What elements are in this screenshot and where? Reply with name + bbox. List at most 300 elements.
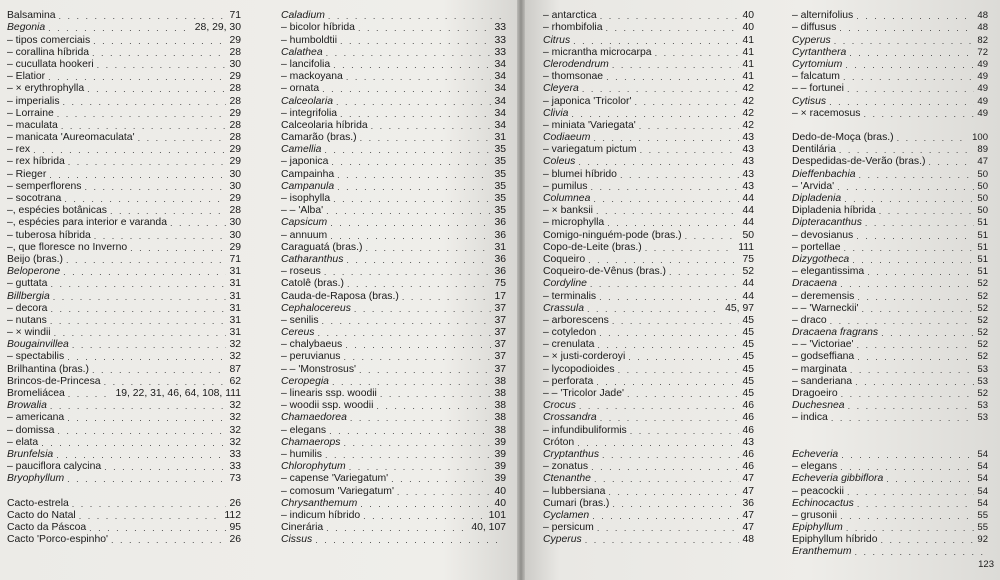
- entry-page-ref: 32: [229, 424, 241, 436]
- entry-term: – elata: [7, 436, 39, 448]
- entry-page-ref: 35: [494, 144, 506, 156]
- dot-leader: [346, 72, 492, 83]
- entry-page-ref: 40, 107: [471, 522, 506, 534]
- entry-page-ref: 29: [229, 241, 241, 253]
- index-entry: [7, 437, 241, 449]
- entry-term: Cyperus: [543, 534, 582, 546]
- dot-leader: [608, 487, 739, 498]
- entry-term: –, que floresce no Inverno: [7, 241, 128, 253]
- index-entry: [281, 461, 506, 473]
- index-entry: [281, 71, 506, 83]
- entry-page-ref: 47: [742, 485, 754, 497]
- dot-leader: [50, 304, 226, 315]
- dot-leader: [847, 84, 974, 95]
- entry-term: – alternifolius: [792, 10, 854, 22]
- entry-page-ref: 47: [977, 156, 988, 168]
- index-entry: [7, 473, 241, 485]
- index-entry: [281, 388, 506, 400]
- index-entry: [792, 522, 988, 534]
- dot-leader: [64, 194, 226, 205]
- index-entry: [792, 534, 988, 546]
- entry-term: Dentilária: [792, 144, 836, 156]
- dot-leader: [597, 523, 740, 534]
- entry-term: Crossandra: [543, 412, 597, 424]
- dot-leader: [360, 499, 491, 510]
- entry-page-ref: 82: [977, 34, 988, 46]
- entry-page-ref: 111: [738, 241, 754, 253]
- index-entry: [792, 71, 988, 83]
- entry-page-ref: 73: [229, 473, 241, 485]
- dot-leader: [640, 145, 740, 156]
- entry-term: Cróton: [543, 436, 575, 448]
- dot-leader: [897, 133, 970, 144]
- dot-leader: [855, 377, 974, 388]
- index-entry: [543, 534, 754, 546]
- entry-term: Cyperus: [792, 34, 831, 46]
- entry-term: – blumei híbrido: [543, 168, 617, 180]
- entry-page-ref: 49: [977, 58, 988, 70]
- dot-leader: [591, 462, 739, 473]
- entry-page-ref: 42: [742, 107, 754, 119]
- entry-page-ref: 40: [742, 10, 754, 22]
- dot-leader: [376, 401, 491, 412]
- dot-leader: [867, 267, 974, 278]
- index-entry: [792, 266, 988, 278]
- index-entry: [543, 437, 754, 449]
- dot-leader: [857, 292, 974, 303]
- entry-page-ref: 45: [742, 339, 754, 351]
- index-entry: [7, 449, 241, 461]
- entry-term: – godseffiana: [792, 351, 855, 363]
- entry-term: – elegans: [792, 461, 838, 473]
- index-entry: [543, 424, 754, 436]
- index-entry: [543, 339, 754, 351]
- index-entry: [7, 534, 241, 546]
- index-entry: [281, 254, 506, 266]
- dot-leader: [857, 340, 975, 351]
- index-entry: [792, 437, 988, 449]
- right-page: [521, 0, 1000, 580]
- dot-leader: [582, 84, 740, 95]
- entry-term: – roseus: [281, 266, 321, 278]
- entry-term: – tipos comerciais: [7, 34, 91, 46]
- dot-leader: [79, 511, 222, 522]
- dot-leader: [606, 23, 740, 34]
- index-entry: [792, 412, 988, 424]
- entry-term: Balsamina: [7, 10, 56, 22]
- index-entry: [7, 461, 241, 473]
- entry-page-ref: 54: [977, 461, 988, 473]
- index-column-2: [281, 10, 506, 546]
- entry-term: Bromeliácea: [7, 388, 65, 399]
- dot-leader: [333, 60, 491, 71]
- entry-term: – zonatus: [543, 461, 589, 473]
- entry-page-ref: 48: [977, 22, 988, 34]
- index-entry: [7, 424, 241, 436]
- dot-leader: [67, 474, 226, 485]
- entry-term: – peacockii: [792, 485, 844, 497]
- index-entry: [543, 59, 754, 71]
- index-entry: [281, 120, 506, 132]
- entry-term: – Elatior: [7, 71, 46, 83]
- index-entry: [792, 315, 988, 327]
- entry-page-ref: 17: [494, 290, 506, 302]
- index-entry: [543, 278, 754, 290]
- entry-page-ref: 49: [977, 83, 988, 95]
- dot-leader: [831, 413, 975, 424]
- entry-page-ref: 29: [229, 144, 241, 156]
- dot-leader: [886, 474, 974, 485]
- dot-leader: [332, 377, 491, 388]
- dot-leader: [397, 487, 492, 498]
- dot-leader: [68, 157, 227, 168]
- entry-term: – – 'Tricolor Jade': [543, 388, 624, 399]
- dot-leader: [628, 352, 739, 363]
- index-entry: [281, 168, 506, 180]
- entry-term: – rex: [7, 144, 31, 156]
- dot-leader: [315, 535, 503, 546]
- entry-page-ref: 50: [977, 168, 988, 180]
- entry-page-ref: 29: [229, 156, 241, 168]
- entry-page-ref: 42: [742, 119, 754, 131]
- entry-term: Chamaerops: [281, 436, 341, 448]
- dot-leader: [599, 328, 739, 339]
- dot-leader: [600, 11, 740, 22]
- entry-term: – – 'Warneckii': [792, 302, 859, 314]
- entry-term: – × racemosus: [792, 107, 861, 119]
- entry-page-ref: 53: [977, 412, 988, 424]
- index-entry: [281, 363, 506, 375]
- entry-term: – guttata: [7, 278, 48, 290]
- entry-page-ref: 53: [977, 363, 988, 375]
- entry-term: – maculata: [7, 119, 58, 131]
- index-entry: [281, 449, 506, 461]
- index-column-3: [543, 10, 754, 546]
- entry-term: Dracaena: [792, 278, 838, 290]
- dot-leader: [655, 48, 740, 59]
- entry-page-ref: 28: [229, 46, 241, 58]
- entry-term: – comosum 'Variegatum': [281, 485, 394, 497]
- entry-page-ref: 72: [977, 46, 988, 58]
- dot-leader: [618, 365, 740, 376]
- page-number: 123: [978, 559, 994, 570]
- index-entry: [792, 510, 988, 522]
- entry-term: – isophylla: [281, 193, 331, 204]
- entry-page-ref: 31: [229, 314, 241, 326]
- entry-term: – americana: [7, 412, 65, 424]
- index-entry: [792, 473, 988, 485]
- index-entry: [281, 400, 506, 412]
- index-entry: [792, 498, 988, 510]
- dot-leader: [347, 279, 491, 290]
- entry-term: Clivia: [543, 107, 569, 119]
- dot-leader: [834, 36, 975, 47]
- entry-page-ref: 45: [742, 327, 754, 339]
- entry-page-ref: 45: [742, 363, 754, 375]
- dot-leader: [578, 157, 739, 168]
- entry-term: Cordyline: [543, 278, 587, 290]
- entry-page-ref: 37: [494, 302, 506, 314]
- index-entry: [543, 388, 754, 400]
- index-entry: [281, 485, 506, 497]
- dot-leader: [72, 499, 227, 510]
- entry-page-ref: 52: [977, 339, 988, 351]
- entry-page-ref: 43: [742, 132, 754, 144]
- entry-page-ref: 45: [742, 314, 754, 326]
- entry-page-ref: 33: [494, 34, 506, 46]
- dot-leader: [110, 206, 227, 217]
- entry-page-ref: 31: [229, 290, 241, 302]
- dot-leader: [594, 474, 739, 485]
- dot-leader: [371, 121, 492, 132]
- dot-leader: [854, 547, 985, 558]
- dot-leader: [639, 121, 740, 132]
- entry-term: – sanderiana: [792, 375, 853, 387]
- index-entry: [792, 400, 988, 412]
- entry-page-ref: 41: [742, 71, 754, 83]
- dot-leader: [346, 255, 491, 266]
- entry-term: Cacto da Páscoa: [7, 522, 87, 534]
- index-entry: [7, 229, 241, 241]
- dot-leader: [358, 23, 492, 34]
- dot-leader: [829, 97, 974, 108]
- entry-term: Catharanthus: [281, 253, 344, 265]
- entry-page-ref: 37: [494, 314, 506, 326]
- entry-page-ref: 36: [494, 217, 506, 229]
- entry-term: – lubbersiana: [543, 485, 606, 497]
- entry-page-ref: 45: [742, 388, 754, 399]
- entry-term: Dizygotheca: [792, 253, 850, 265]
- entry-term: – falcatum: [792, 71, 840, 83]
- entry-term: – elegans: [281, 424, 327, 436]
- entry-page-ref: 40: [742, 22, 754, 34]
- entry-page-ref: 51: [977, 217, 988, 229]
- dot-leader: [579, 401, 740, 412]
- dot-leader: [365, 243, 491, 254]
- entry-page-ref: 52: [977, 327, 988, 339]
- entry-page-ref: 43: [742, 168, 754, 180]
- entry-page-ref: 43: [742, 144, 754, 156]
- entry-term: – ornata: [281, 83, 320, 95]
- entry-page-ref: 29: [229, 107, 241, 119]
- index-entry: [792, 303, 988, 315]
- entry-page-ref: 44: [742, 278, 754, 290]
- index-entry: [7, 120, 241, 132]
- index-entry: [7, 485, 241, 497]
- entry-term: – arborescens: [543, 314, 609, 326]
- entry-term: Eranthemum: [792, 546, 852, 558]
- index-entry: [7, 522, 241, 534]
- entry-term: – marginata: [792, 363, 847, 375]
- index-entry: [281, 327, 506, 339]
- entry-page-ref: 49: [977, 71, 988, 83]
- entry-page-ref: 50: [977, 205, 988, 217]
- index-entry: [281, 47, 506, 59]
- entry-page-ref: 46: [742, 412, 754, 424]
- index-entry: [792, 34, 988, 46]
- entry-term: Billbergia: [7, 290, 50, 302]
- index-entry: [792, 290, 988, 302]
- entry-term: – capense 'Variegatum': [281, 473, 389, 485]
- dot-leader: [849, 48, 974, 59]
- index-entry: [281, 34, 506, 46]
- entry-term: Beijo (bras.): [7, 253, 64, 265]
- entry-page-ref: 47: [742, 522, 754, 534]
- dot-leader: [49, 170, 226, 181]
- dot-leader: [841, 389, 975, 400]
- entry-term: – perforata: [543, 375, 594, 387]
- entry-term: – micrantha microcarpa: [543, 46, 652, 58]
- dot-leader: [592, 511, 739, 522]
- entry-page-ref: 28: [229, 83, 241, 95]
- index-entry: [281, 290, 506, 302]
- dot-leader: [841, 450, 974, 461]
- index-entry: [281, 339, 506, 351]
- index-entry: [543, 266, 754, 278]
- dot-leader: [59, 11, 227, 22]
- entry-term: Cyrtomium: [792, 58, 843, 70]
- entry-term: – domissa: [7, 424, 55, 436]
- index-entry: [281, 22, 506, 34]
- index-entry: [792, 449, 988, 461]
- entry-term: Dipladenia: [792, 193, 842, 204]
- index-entry: [7, 205, 241, 217]
- dot-leader: [839, 23, 974, 34]
- entry-page-ref: 54: [977, 448, 988, 460]
- entry-term: Cereus: [281, 327, 315, 339]
- index-entry: [7, 71, 241, 83]
- entry-page-ref: 34: [494, 83, 506, 95]
- entry-term: – socotrana: [7, 193, 62, 204]
- entry-term: Brilhantina (bras.): [7, 363, 90, 375]
- dot-leader: [593, 133, 739, 144]
- entry-term: Beloperone: [7, 266, 61, 278]
- entry-page-ref: 48: [742, 534, 754, 546]
- dot-leader: [130, 243, 226, 254]
- dot-leader: [359, 365, 491, 376]
- entry-page-ref: 32: [229, 351, 241, 363]
- index-entry: [543, 485, 754, 497]
- entry-page-ref: 46: [742, 461, 754, 473]
- index-entry: [7, 412, 241, 424]
- index-entry: [543, 303, 754, 315]
- dot-leader: [350, 413, 492, 424]
- dot-leader: [344, 352, 492, 363]
- dot-leader: [92, 48, 226, 59]
- index-entry: [7, 217, 241, 229]
- index-entry: [792, 120, 988, 132]
- entry-page-ref: 35: [494, 180, 506, 192]
- entry-page-ref: 29: [229, 71, 241, 83]
- entry-term: – humilis: [281, 448, 322, 460]
- entry-page-ref: 54: [977, 497, 988, 509]
- entry-page-ref: 35: [494, 205, 506, 217]
- entry-term: Coqueiro: [543, 253, 586, 265]
- dot-leader: [587, 304, 722, 315]
- dot-leader: [840, 279, 974, 290]
- entry-page-ref: 33: [229, 461, 241, 473]
- entry-page-ref: 31: [494, 241, 506, 253]
- entry-term: Dracaena fragrans: [792, 327, 879, 339]
- entry-page-ref: 35: [494, 168, 506, 180]
- index-entry: [543, 449, 754, 461]
- index-column-4: [792, 10, 988, 558]
- index-entry: [7, 108, 241, 120]
- dot-leader: [326, 48, 492, 59]
- index-entry: [7, 351, 241, 363]
- entry-page-ref: 30: [229, 58, 241, 70]
- entry-page-ref: 28: [229, 132, 241, 144]
- dot-leader: [596, 377, 739, 388]
- index-entry: [543, 95, 754, 107]
- index-entry: [543, 132, 754, 144]
- entry-term: – Lorraine: [7, 107, 54, 119]
- entry-term: Crassula: [543, 302, 584, 314]
- entry-page-ref: 52: [977, 278, 988, 290]
- dot-leader: [600, 413, 740, 424]
- dot-leader: [590, 279, 740, 290]
- dot-leader: [54, 328, 227, 339]
- dot-leader: [66, 255, 226, 266]
- index-entry: [281, 144, 506, 156]
- entry-term: Bougainvillea: [7, 339, 69, 351]
- dot-leader: [33, 145, 226, 156]
- index-entry: [543, 71, 754, 83]
- index-entry: [7, 22, 241, 34]
- index-entry: [792, 485, 988, 497]
- index-entry: [7, 278, 241, 290]
- dot-leader: [104, 462, 226, 473]
- entry-term: – portellae: [792, 241, 841, 253]
- entry-term: – variegatum pictum: [543, 144, 637, 156]
- dot-leader: [85, 182, 227, 193]
- dot-leader: [170, 218, 226, 229]
- index-entry: [7, 510, 241, 522]
- dot-leader: [89, 523, 226, 534]
- dot-leader: [596, 206, 739, 217]
- index-entry: [792, 10, 988, 22]
- entry-term: Clerodendrum: [543, 58, 609, 70]
- dot-leader: [326, 206, 491, 217]
- entry-term: Capsicum: [281, 217, 328, 229]
- entry-page-ref: 41: [742, 58, 754, 70]
- dot-leader: [41, 438, 226, 449]
- entry-term: – Rieger: [7, 168, 47, 180]
- dot-leader: [848, 401, 975, 412]
- entry-term: Chlorophytum: [281, 461, 346, 473]
- entry-page-ref: 31: [229, 278, 241, 290]
- index-entry: [7, 59, 241, 71]
- dot-leader: [50, 401, 227, 412]
- index-entry: [792, 424, 988, 436]
- entry-term: – chalybaeus: [281, 339, 343, 351]
- entry-page-ref: 52: [977, 351, 988, 363]
- dot-leader: [93, 36, 226, 47]
- index-entry: [792, 376, 988, 388]
- entry-term: Dragoeiro: [792, 388, 838, 399]
- entry-page-ref: 46: [742, 400, 754, 412]
- index-entry: [7, 168, 241, 180]
- entry-term: Cyclamen: [543, 509, 590, 521]
- index-entry: [543, 473, 754, 485]
- index-entry: [7, 34, 241, 46]
- dot-leader: [56, 450, 226, 461]
- dot-leader: [880, 535, 974, 546]
- entry-page-ref: 52: [977, 388, 988, 399]
- dot-leader: [850, 365, 975, 376]
- entry-term: – bicolor híbrida: [281, 22, 355, 34]
- entry-term: – × erythrophylla: [7, 83, 85, 95]
